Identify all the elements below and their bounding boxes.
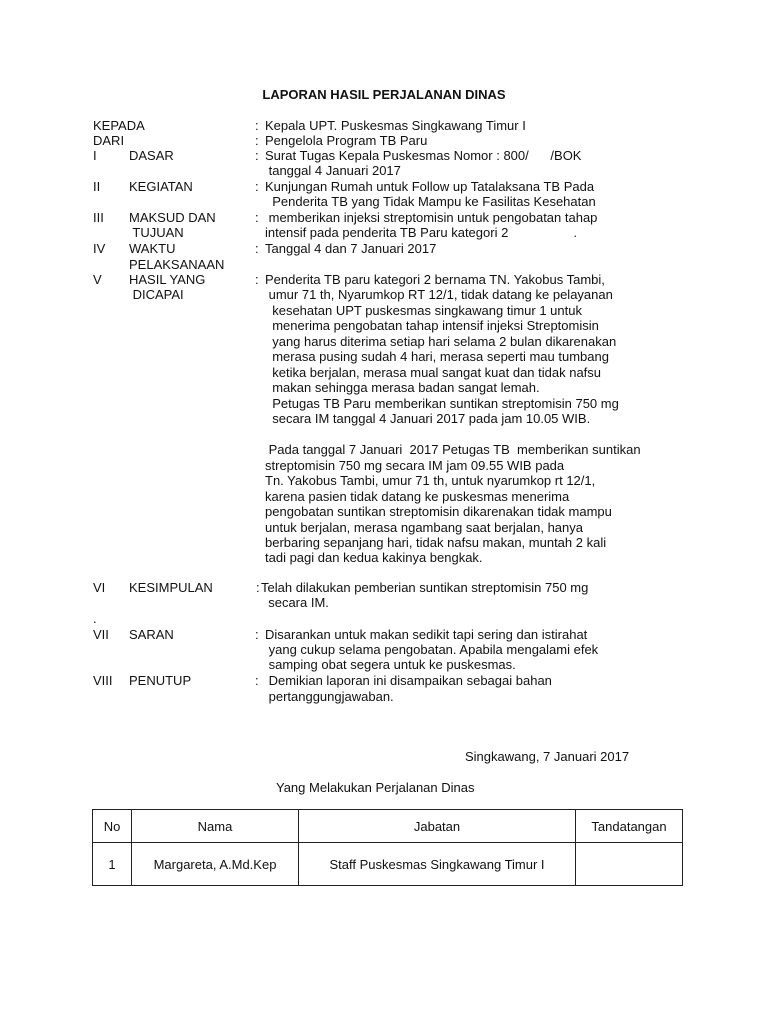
hasil-line: yang harus diterima setiap hari selama 2 bulan dikarenakan	[265, 334, 617, 349]
hasil-line: Penderita TB paru kategori 2 bernama TN. Yakobus Tambi,	[265, 272, 605, 287]
col-header-tandatangan: Tandatangan	[576, 810, 683, 843]
hasil-line: Petugas TB Paru memberikan suntikan streptomisin 750 mg	[265, 396, 619, 411]
section-label-kesimpulan: KESIMPULAN	[129, 580, 213, 595]
section-label-maksud: MAKSUD DAN	[129, 210, 216, 225]
dasar-line: tanggal 4 Januari 2017	[265, 163, 401, 178]
colon: :	[255, 241, 259, 256]
dari-value: Pengelola Program TB Paru	[265, 133, 428, 148]
traveler-table	[92, 809, 683, 886]
kegiatan-line: Kunjungan Rumah untuk Follow up Tatalaksana TB Pada	[265, 179, 595, 194]
colon: :	[255, 210, 259, 225]
colon: :	[256, 580, 260, 595]
section-number: IV	[93, 241, 106, 256]
colon: :	[255, 148, 259, 163]
col-header-jabatan: Jabatan	[299, 810, 576, 843]
hasil-line: umur 71 th, Nyarumkop RT 12/1, tidak datang ke pelayanan	[265, 287, 613, 302]
section-number: III	[93, 210, 104, 225]
maksud-line: memberikan injeksi streptomisin untuk pengobatan tahap	[265, 210, 598, 225]
section-label-waktu: WAKTU	[129, 241, 176, 256]
hasil-line: berbaring sepanjang hari, tidak nafsu makan, muntah 2 kali	[265, 535, 607, 550]
hasil-line: pengobatan suntikan streptomisin dikarenakan tidak mampu	[265, 504, 612, 519]
hasil-line: menerima pengobatan tahap intensif injeksi Streptomisin	[265, 318, 599, 333]
section-label-pelaksanaan: PELAKSANAAN	[129, 257, 225, 272]
section-number: VIII	[93, 673, 113, 688]
colon: :	[255, 673, 259, 688]
colon: :	[255, 627, 259, 642]
section-label-hasil: HASIL YANG	[129, 272, 206, 287]
hasil-line: secara IM tanggal 4 Januari 2017 pada jam 10.05 WIB.	[265, 411, 591, 426]
hasil-line: tadi pagi dan kedua kakinya bengkak.	[265, 550, 483, 565]
colon: :	[255, 272, 259, 287]
colon: :	[255, 133, 259, 148]
traveler-heading: Yang Melakukan Perjalanan Dinas	[276, 780, 475, 795]
saran-line: samping obat segera untuk ke puskesmas.	[265, 657, 516, 672]
hasil-line: karena pasien tidak datang ke puskesmas menerima	[265, 489, 570, 504]
saran-line: yang cukup selama pengobatan. Apabila mengalami efek	[265, 642, 599, 657]
section-label-dicapai: DICAPAI	[129, 287, 184, 302]
section-label-kegiatan: KEGIATAN	[129, 179, 193, 194]
section-number: II	[93, 179, 101, 194]
hasil-line: streptomisin 750 mg secara IM jam 09.55 WIB pada	[265, 458, 565, 473]
table-row	[93, 843, 683, 886]
hasil-line: merasa pusing sudah 4 hari, merasa seperti mau tumbang	[265, 349, 609, 364]
document-title: LAPORAN HASIL PERJALANAN DINAS	[262, 87, 506, 102]
dasar-line: Surat Tugas Kepala Puskesmas Nomor : 800/ /BOK	[265, 148, 582, 163]
table-header-row	[93, 810, 683, 843]
section-label-saran: SARAN	[129, 627, 174, 642]
penutup-line: Demikian laporan ini disampaikan sebagai bahan	[265, 673, 552, 688]
section-label-tujuan: TUJUAN	[129, 225, 184, 240]
dari-label: DARI	[93, 133, 125, 148]
cell-nama: Margareta, A.Md.Kep	[132, 843, 299, 886]
kegiatan-line: Penderita TB yang Tidak Mampu ke Fasilitas Kesehatan	[265, 194, 596, 209]
kepada-label: KEPADA	[93, 118, 145, 133]
hasil-line: ketika berjalan, merasa mual sangat kuat dan tidak nafsu	[265, 365, 602, 380]
hasil-line: makan sehingga merasa badan sangat lemah.	[265, 380, 540, 395]
penutup-line: pertanggungjawaban.	[265, 689, 394, 704]
hasil-line: kesehatan UPT puskesmas singkawang timur 1 untuk	[265, 303, 582, 318]
col-header-no: No	[93, 810, 132, 843]
cell-no: 1	[93, 843, 132, 886]
section-number: VI	[93, 580, 106, 595]
waktu-line: Tanggal 4 dan 7 Januari 2017	[265, 241, 437, 256]
hasil-line: Tn. Yakobus Tambi, umur 71 th, untuk nyarumkop rt 12/1,	[265, 473, 596, 488]
colon: :	[255, 179, 259, 194]
section-label-penutup: PENUTUP	[129, 673, 192, 688]
cell-tandatangan	[576, 843, 683, 886]
maksud-line: intensif pada penderita TB Paru kategori 2 .	[265, 225, 577, 240]
cell-jabatan: Staff Puskesmas Singkawang Timur I	[299, 843, 576, 886]
section-number: VII	[93, 627, 109, 642]
section-label-dasar: DASAR	[129, 148, 174, 163]
kesimpulan-line: Telah dilakukan pemberian suntikan streptomisin 750 mg	[261, 580, 589, 595]
place-date: Singkawang, 7 Januari 2017	[465, 749, 630, 764]
colon: :	[255, 118, 259, 133]
kepada-value: Kepala UPT. Puskesmas Singkawang Timur I	[265, 118, 526, 133]
hasil-line: Pada tanggal 7 Januari 2017 Petugas TB memberikan suntikan	[265, 442, 641, 457]
section-number: V	[93, 272, 102, 287]
stray-dot: .	[93, 611, 97, 626]
hasil-line: untuk berjalan, merasa ngambang saat berjalan, hanya	[265, 520, 583, 535]
saran-line: Disarankan untuk makan sedikit tapi sering dan istirahat	[265, 627, 588, 642]
kesimpulan-line: secara IM.	[261, 595, 329, 610]
col-header-nama: Nama	[132, 810, 299, 843]
section-number: I	[93, 148, 97, 163]
